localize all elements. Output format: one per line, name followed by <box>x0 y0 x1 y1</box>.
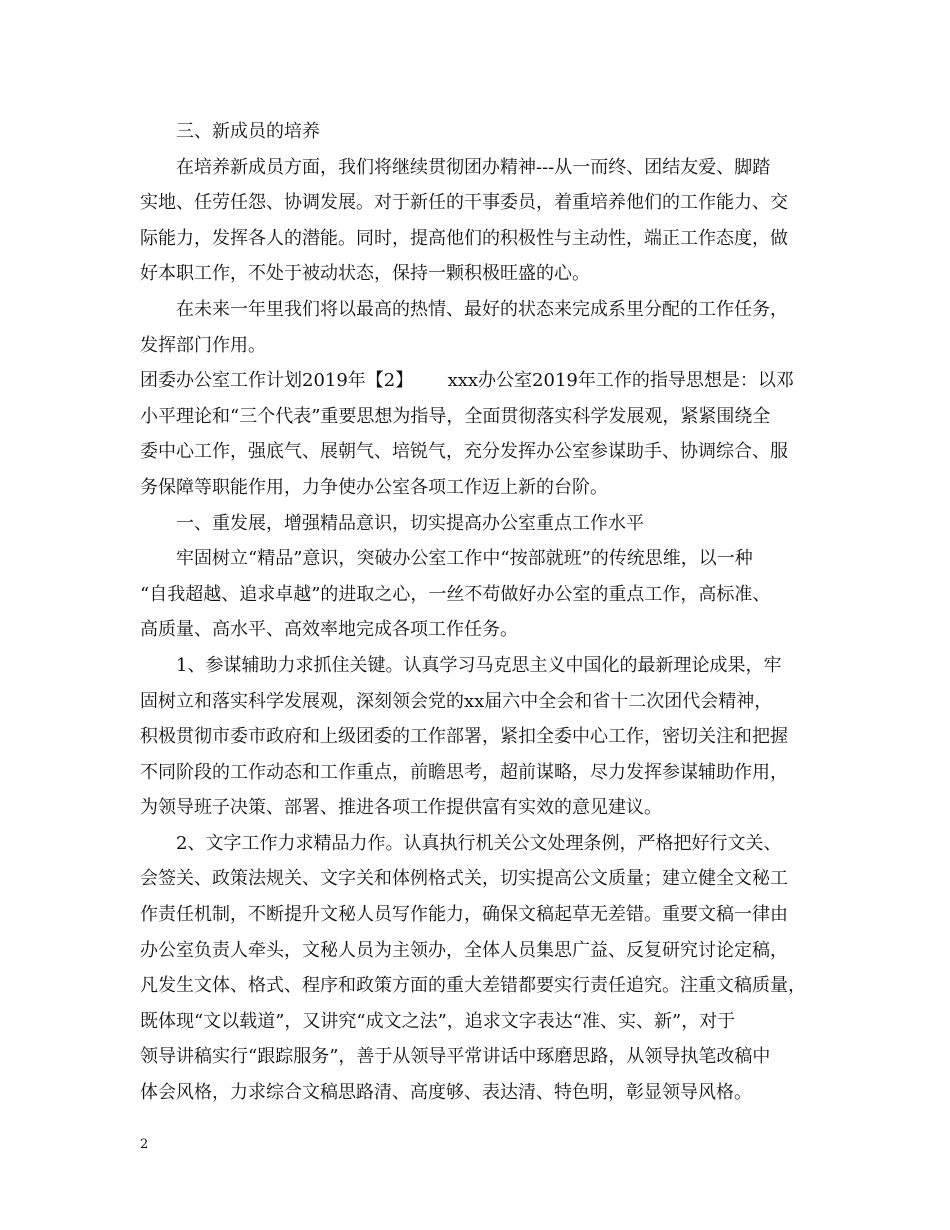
paragraph-line: 高质量、高水平、高效率地完成各项工作任务。 <box>140 619 518 641</box>
page-number: 2 <box>140 1137 149 1152</box>
paragraph-line: 际能力，发挥各人的潜能。同时，提高他们的积极性与主动性，端正工作态度，做 <box>140 227 788 249</box>
paragraph-line: 积极贯彻市委市政府和上级团委的工作部署，紧扣全委中心工作，密切关注和把握 <box>140 726 788 748</box>
paragraph-line: “自我超越、追求卓越”的进取之心，一丝不苟做好办公室的重点工作，高标准、 <box>140 583 771 605</box>
paragraph-line: 会签关、政策法规关、文字关和体例格式关，切实提高公文质量；建立健全文秘工 <box>140 868 788 890</box>
paragraph-line: 在未来一年里我们将以最高的热情、最好的状态来完成系里分配的工作任务， <box>176 298 788 320</box>
paragraph-line: 务保障等职能作用，力争使办公室各项工作迈上新的台阶。 <box>140 476 608 498</box>
paragraph-line: 不同阶段的工作动态和工作重点，前瞻思考，超前谋略，尽力发挥参谋辅助作用， <box>140 761 788 783</box>
paragraph-line: 办公室负责人牵头，文秘人员为主领办，全体人员集思广益、反复研究讨论定稿， <box>140 939 788 961</box>
section-heading-new-member-training: 三、新成员的培养 <box>176 121 320 142</box>
paragraph-line: 在培养新成员方面，我们将继续贯彻团办精神---从一而终、团结友爱、脚踏 <box>176 156 771 178</box>
paragraph-line: 体会风格，力求综合文稿思路清、高度够、表达清、特色明，彰显领导风格。 <box>140 1082 752 1104</box>
paragraph-line: 作责任机制，不断提升文秘人员写作能力，确保文稿起草无差错。重要文稿一律由 <box>140 904 788 926</box>
document-body <box>140 114 830 1111</box>
paragraph-line: 为领导班子决策、部署、推进各项工作提供富有实效的意见建议。 <box>140 797 662 819</box>
paragraph-line: 既体现“文以载道”，又讲究“成文之法”，追求文字表达“准、实、新”，对于 <box>140 1010 736 1032</box>
section-heading-development: 一、重发展，增强精品意识，切实提高办公室重点工作水平 <box>176 512 644 534</box>
paragraph-line: 小平理论和“三个代表”重要思想为指导，全面贯彻落实科学发展观，紧紧围绕全 <box>140 405 771 427</box>
paragraph-line: 委中心工作，强底气、展朝气、培锐气，充分发挥办公室参谋助手、协调综合、服 <box>140 441 788 463</box>
plan-title-line: 团委办公室工作计划2019年【2】 xxx办公室2019年工作的指导思想是：以邓 <box>140 370 794 392</box>
item-heading-advisory: 1、参谋辅助力求抓住关键。认真学习马克思主义中国化的最新理论成果，牢 <box>176 654 782 676</box>
paragraph-line: 凡发生文体、格式、程序和政策方面的重大差错都要实行责任追究。注重文稿质量， <box>140 975 806 997</box>
paragraph-line: 领导讲稿实行“跟踪服务”，善于从领导平常讲话中琢磨思路，从领导执笔改稿中 <box>140 1046 771 1068</box>
paragraph-line: 实地、任劳任怨、协调发展。对于新任的干事委员，着重培养他们的工作能力、交 <box>140 192 788 214</box>
item-heading-writing: 2、文字工作力求精品力作。认真执行机关公文处理条例，严格把好行文关、 <box>176 832 782 854</box>
paragraph-line: 好本职工作，不处于被动状态，保持一颗积极旺盛的心。 <box>140 263 590 285</box>
paragraph-line: 发挥部门作用。 <box>140 334 266 356</box>
paragraph-line: 固树立和落实科学发展观，深刻领会党的xx届六中全会和省十二次团代会精神， <box>140 690 773 712</box>
paragraph-line: 牢固树立“精品”意识，突破办公室工作中“按部就班”的传统思维，以一种 <box>176 548 753 570</box>
